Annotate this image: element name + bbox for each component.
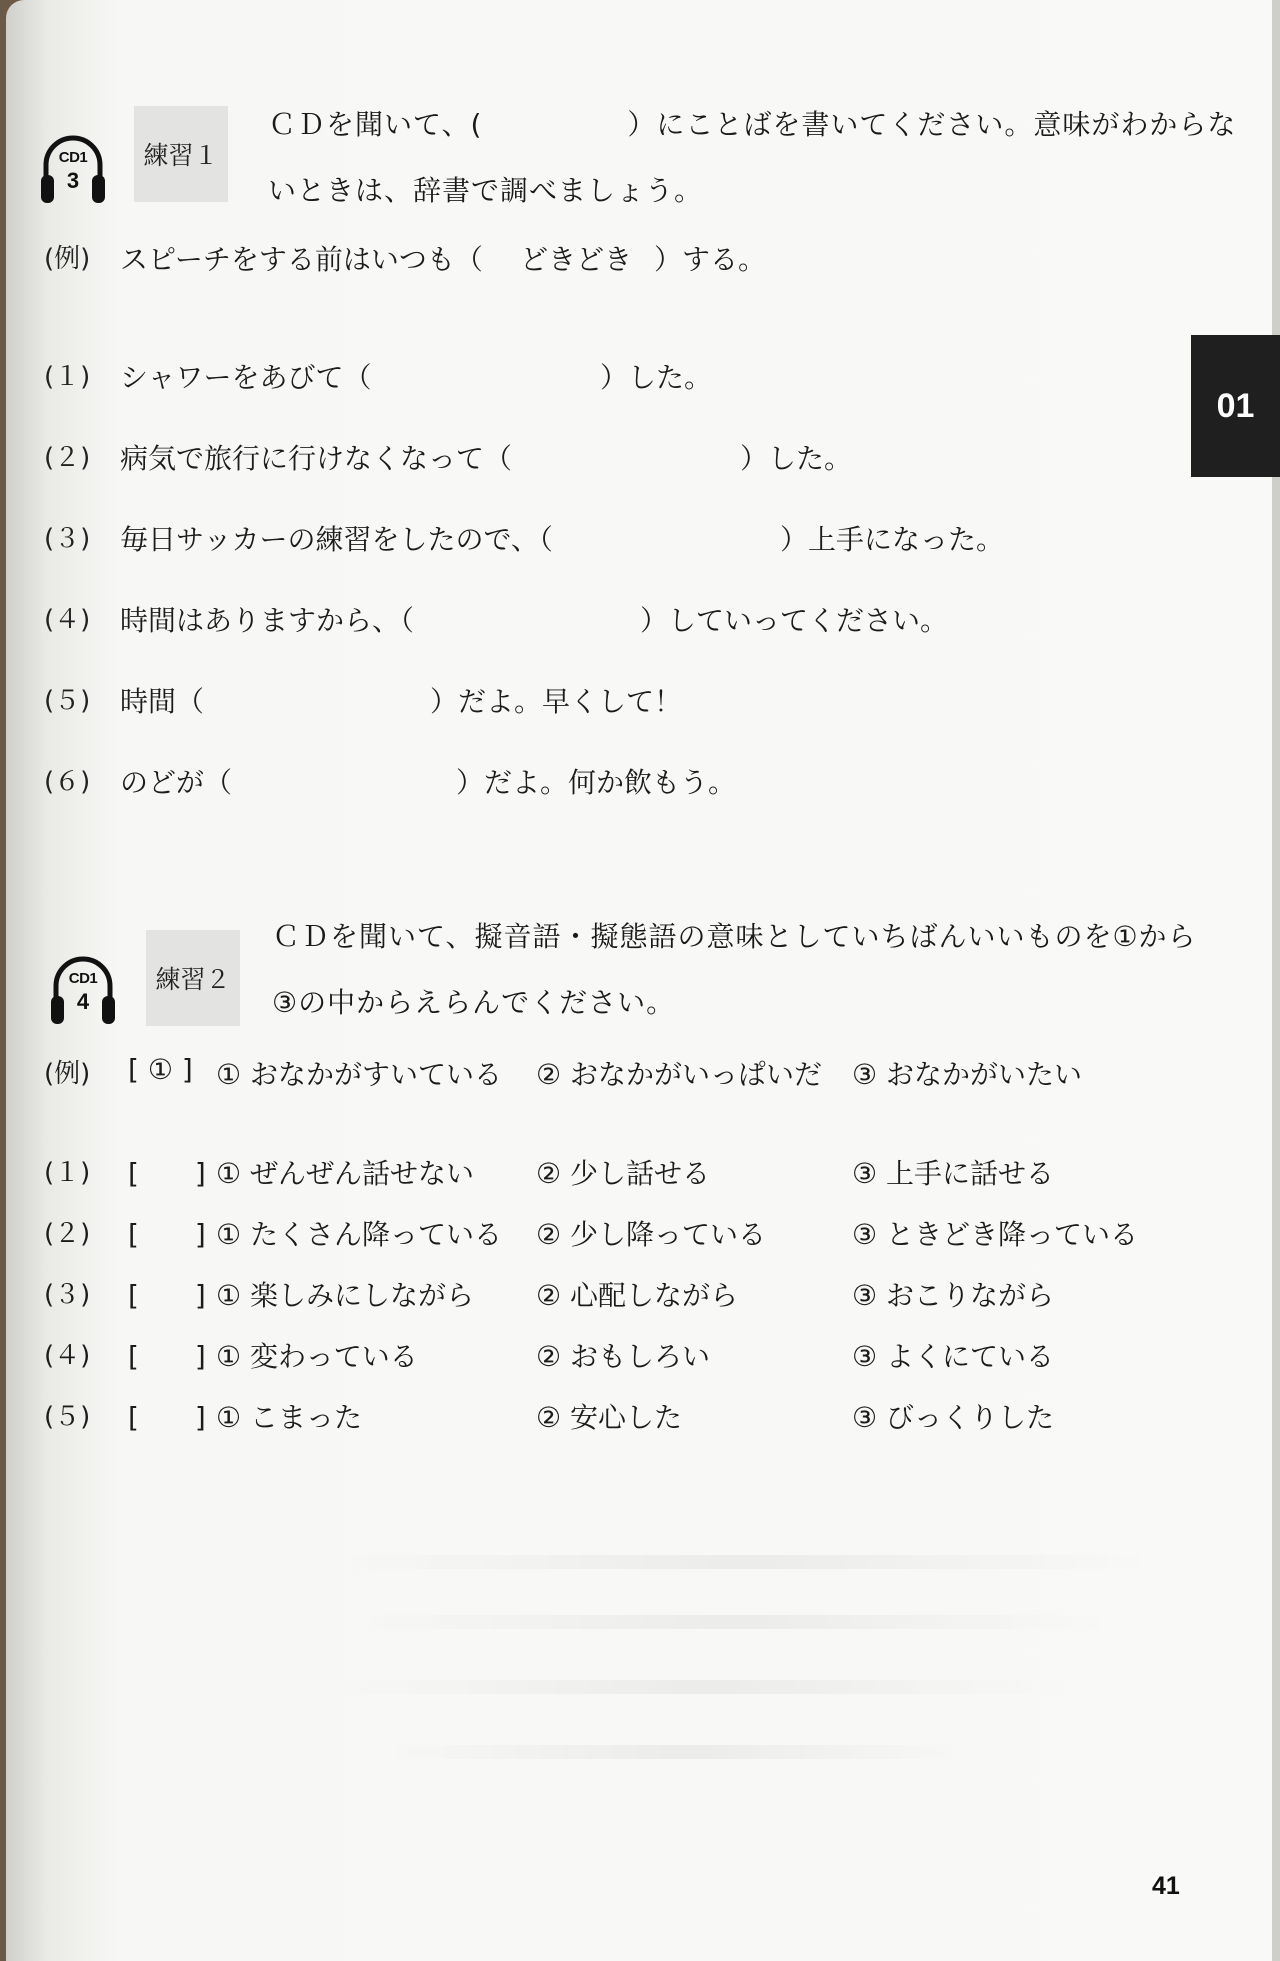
instruction-line: ＣＤを聞いて、( ）にことばを書いてください。意味がわからな xyxy=(268,108,1237,141)
exercise-1-instruction xyxy=(268,92,1236,224)
answer-bracket: [ ] xyxy=(128,1218,206,1251)
cd-track-icon xyxy=(40,131,106,207)
sentence-end: ）した。 xyxy=(600,361,713,394)
show-through xyxy=(386,1745,986,1759)
cd-track-number: 4 xyxy=(76,989,90,1014)
sentence-end: ）した。 xyxy=(740,442,853,475)
item-number: (１) xyxy=(44,1158,91,1188)
show-through xyxy=(336,1555,1156,1569)
answer-bracket: [ ] xyxy=(128,1157,206,1190)
choice-3: ③ 上手に話せる xyxy=(852,1157,1055,1190)
instruction-line: ＣＤを聞いて、擬音語・擬態語の意味としていちばんいいものを①から xyxy=(272,920,1197,953)
item-number: (６) xyxy=(44,767,91,797)
choice-2: ② 少し話せる xyxy=(536,1157,711,1190)
sentence-start: 時間（ xyxy=(120,685,205,718)
answer-bracket: [ ] xyxy=(128,1279,206,1312)
sentence-start: のどが（ xyxy=(120,766,233,799)
show-through xyxy=(356,1615,1116,1629)
choice-1: ① たくさん降っている xyxy=(216,1218,503,1251)
choice-1: ① 楽しみにしながら xyxy=(216,1279,475,1312)
exercise-1-badge: 練習１ xyxy=(134,106,228,202)
page-gutter xyxy=(1272,0,1280,1961)
choice-2: ② 安心した xyxy=(536,1401,683,1434)
instruction-line: ③の中からえらんでください。 xyxy=(272,986,676,1019)
sentence-start: 病気で旅行に行けなくなって（ xyxy=(120,442,513,475)
choice-1: ① 変わっている xyxy=(216,1340,418,1373)
item-number: (５) xyxy=(44,686,91,716)
cd-track-icon xyxy=(50,952,116,1028)
choice-2: ② おなかがいっぱいだ xyxy=(536,1058,823,1091)
example-answer: どきどき xyxy=(520,243,633,276)
example-answer: [ ① ] xyxy=(128,1053,193,1086)
choice-2: ② 心配しながら xyxy=(536,1279,739,1312)
item-number: (４) xyxy=(44,605,91,635)
cd-disc-label: CD1 xyxy=(58,149,88,166)
choice-2: ② おもしろい xyxy=(536,1340,711,1373)
choice-1: ① ぜんぜん話せない xyxy=(216,1157,475,1190)
sentence-end: ）していってください。 xyxy=(640,604,949,637)
chapter-tab: 01 xyxy=(1191,335,1280,477)
item-number: (２) xyxy=(44,443,91,473)
sentence-start: 時間はありますから、（ xyxy=(120,604,415,637)
item-number: (例) xyxy=(44,1059,91,1089)
choice-3: ③ おなかがいたい xyxy=(852,1058,1083,1091)
choice-3: ③ ときどき降っている xyxy=(852,1218,1139,1251)
choice-3: ③ びっくりした xyxy=(852,1401,1055,1434)
choice-1: ① おなかがすいている xyxy=(216,1058,503,1091)
item-number: (４) xyxy=(44,1341,91,1371)
example-sentence-start: スピーチをする前はいつも（ xyxy=(120,243,483,276)
answer-bracket: [ ] xyxy=(128,1340,206,1373)
instruction-line: いときは、辞書で調べましょう。 xyxy=(268,174,704,207)
item-number: (１) xyxy=(44,362,91,392)
choice-2: ② 少し降っている xyxy=(536,1218,767,1251)
cd-disc-label: CD1 xyxy=(68,970,98,987)
item-number: (例) xyxy=(44,244,91,274)
choice-1: ① こまった xyxy=(216,1401,363,1434)
show-through xyxy=(336,1680,1076,1694)
item-number: (３) xyxy=(44,1280,91,1310)
sentence-end: ）上手になった。 xyxy=(780,523,1005,556)
sentence-end: ）だよ。早くして！ xyxy=(430,685,683,718)
sentence-start: 毎日サッカーの練習をしたので、（ xyxy=(120,523,553,556)
example-sentence-end: ）する。 xyxy=(654,243,767,276)
item-number: (５) xyxy=(44,1402,91,1432)
sentence-start: シャワーをあびて（ xyxy=(120,361,372,394)
exercise-2-badge: 練習２ xyxy=(146,930,240,1026)
cd-track-number: 3 xyxy=(66,168,80,193)
page-number: 41 xyxy=(1152,1872,1180,1900)
choice-3: ③ よくにている xyxy=(852,1340,1055,1373)
answer-bracket: [ ] xyxy=(128,1401,206,1434)
item-number: (２) xyxy=(44,1219,91,1249)
item-number: (３) xyxy=(44,524,91,554)
exercise-2-instruction xyxy=(272,904,1197,1036)
sentence-end: ）だよ。何か飲もう。 xyxy=(456,766,737,799)
choice-3: ③ おこりながら xyxy=(852,1279,1055,1312)
